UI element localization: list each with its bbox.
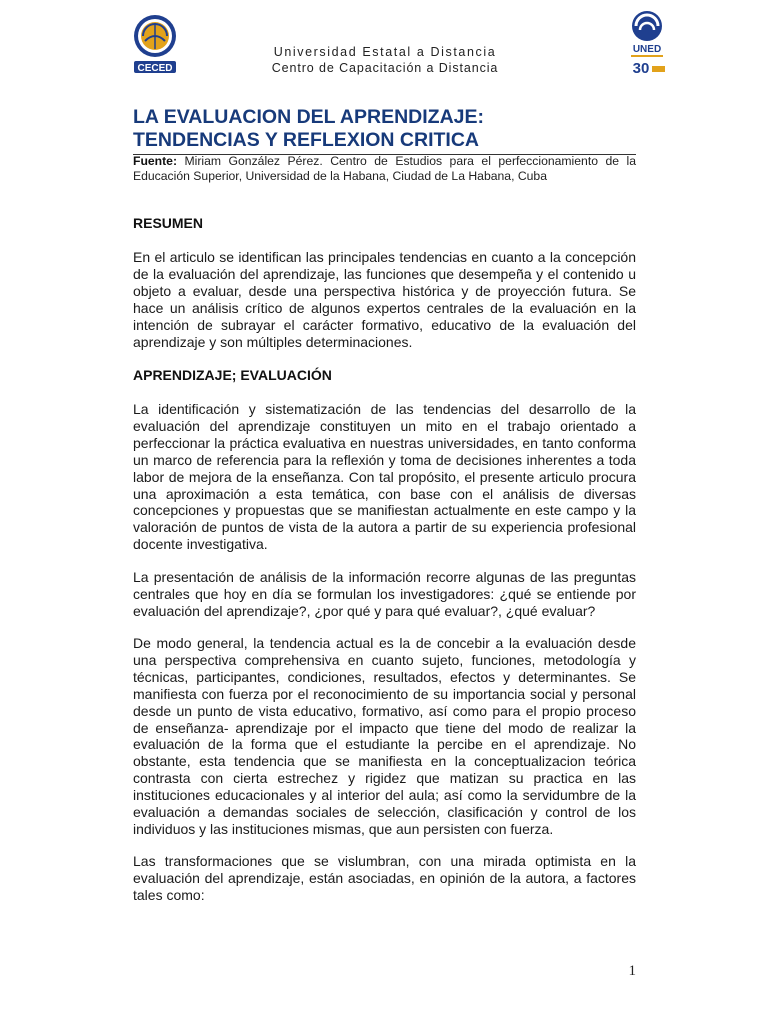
uned-logo-text: UNED bbox=[632, 44, 662, 55]
source-label: Fuente: bbox=[133, 154, 178, 168]
keywords-heading: APRENDIZAJE; EVALUACIÓN bbox=[133, 367, 332, 383]
source-text: Miriam González Pérez. Centro de Estudios para el perfeccionamiento de la Educación Superior, Universidad de la Habana, Ciudad de La Habana, Cuba bbox=[133, 154, 636, 183]
source-citation bbox=[133, 154, 636, 183]
body-paragraph-3: De modo general, la tendencia actual es la de concebir a la evaluación desde una perspectiva comprehensiva en cuanto sujeto, funciones, metodología y técnicas, participantes, condiciones, resultados, efectos y determinantes. Se manifiesta con fuerza por el reconocimiento de su importancia social y personal desde un punto de vista educativo, formativo, así como para el propio proceso de enseñanza- aprendizaje por el impacto que tiene del modo de realizar la evaluación de la forma que el estudiante la percibe en el aprendizaje. No obstante, esta tendencia que se manifiesta en la conceptualizacion teórica contrasta con cierta estrechez y rigidez que matizan su practica en las instituciones educacionales y al interior del aula; así como la servidumbre de la evaluación a demandas sociales de selección, clasificación y control de los individuos y las instituciones mismas, que aun persisten con fuerza. bbox=[133, 635, 636, 837]
ceced-logo-icon bbox=[131, 13, 179, 75]
document-title bbox=[133, 106, 653, 152]
page-number: 1 bbox=[628, 963, 636, 979]
institution-name: Universidad Estatal a Distancia bbox=[273, 45, 497, 59]
title-line-1: LA EVALUACION DEL APRENDIZAJE: bbox=[133, 106, 485, 128]
ceced-logo-text: CECED bbox=[137, 63, 173, 74]
institution-center: Centro de Capacitación a Distancia bbox=[271, 61, 499, 75]
uned-anniversary-number: 30 bbox=[632, 60, 650, 76]
title-line-2: TENDENCIAS Y REFLEXION CRITICA bbox=[133, 129, 479, 151]
resumen-heading: RESUMEN bbox=[133, 215, 204, 231]
body-paragraph-1: La identificación y sistematización de las tendencias del desarrollo de la evaluación del aprendizaje constituyen un mito en el trabajo orientado a perfeccionar la práctica evaluativa en nuestras universidades, en tanto conforma un marco de referencia para la reflexión y toma de decisiones inherentes a toda labor de mejora de la enseñanza. Con tal propósito, el presente articulo procura una aproximación a esta temática, con base con el análisis de diversas concepciones y propuestas que se manifiestan actualmente en este campo y la valoración de puntos de vista de la autora a partir de su experiencia profesional docente investigativa. bbox=[133, 401, 636, 553]
resumen-paragraph: En el articulo se identifican las principales tendencias en cuanto a la concepción de la evaluación del aprendizaje, las funciones que desempeña y el contenido u objeto a evaluar, desde una perspectiva histórica y de proyección futura. Se hace un análisis crítico de algunos expertos centrales de la evaluación en la intención de subrayar el carácter formativo, educativo de la evaluación del aprendizaje y son múltiples determinaciones. bbox=[133, 249, 636, 350]
body-paragraph-2: La presentación de análisis de la información recorre algunas de las preguntas centrales que hoy en día se formulan los investigadores: ¿qué se entiende por evaluación del aprendizaje?, ¿por qué y para qué evaluar?, ¿qué evaluar? bbox=[133, 569, 636, 619]
body-paragraph-4: Las transformaciones que se vislumbran, con una mirada optimista en la evaluación del aprendizaje, están asociadas, en opinión de la autora, a factores tales como: bbox=[133, 853, 636, 903]
uned-logo-icon bbox=[627, 10, 667, 76]
